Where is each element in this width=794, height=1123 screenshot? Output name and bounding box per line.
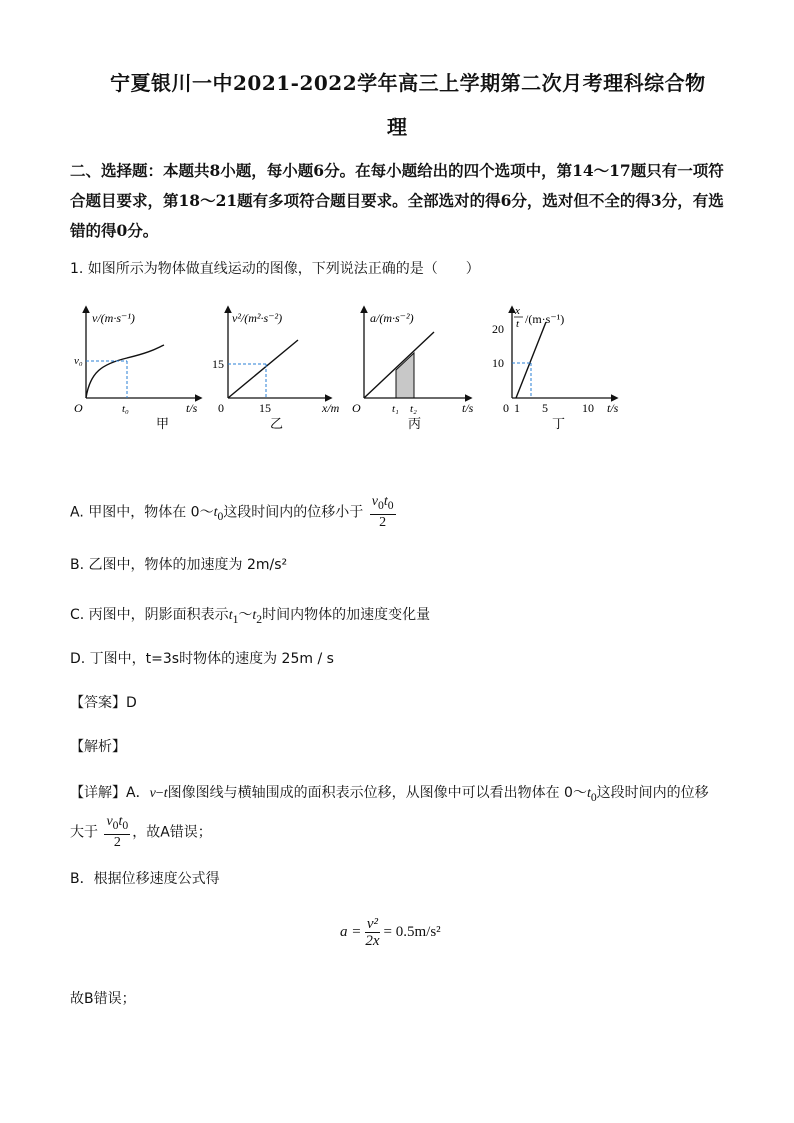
tick-x0: 0 <box>503 401 509 415</box>
detail-b-line1: B．根据位移速度公式得 <box>70 871 220 887</box>
line <box>516 322 546 398</box>
tick-x: 15 <box>259 401 271 415</box>
detail-a-line1: 【详解】A．v−t图像图线与横轴围成的面积表示位移，从图像中可以看出物体在 $0\sim t_0$这段时间内的位移 <box>70 785 709 804</box>
xlabel: x/m <box>322 401 340 415</box>
graph-jia <box>72 300 212 436</box>
graph-yi <box>212 300 352 436</box>
option-b: B. 乙图中，物体的加速度为 2m/s² <box>70 557 288 573</box>
xlabel: t/s <box>462 401 474 415</box>
option-a: A. 甲图中，物体在 $0\sim t_0$这段时间内的位移小于 $\frac{v_0t_0}{2}$ <box>70 494 394 530</box>
tick-y1: 20 <box>492 322 504 336</box>
tick-x2: 5 <box>542 401 548 415</box>
ylabel-num: x <box>515 305 520 317</box>
tick-x: t₀ <box>122 403 129 415</box>
origin: 0 <box>218 401 224 415</box>
page-title-continued: 理 <box>387 115 407 139</box>
question-stem: 1. 如图所示为物体做直线运动的图像，下列说法正确的是（ ） <box>70 261 480 277</box>
detail-b-line2: 故B错误； <box>70 991 136 1007</box>
ylabel: v/(m·s⁻¹) <box>92 311 135 325</box>
ylabel: a/(m·s⁻²) <box>370 311 414 325</box>
tick-x3: 10 <box>582 401 594 415</box>
tick-y: v₀ <box>74 355 83 367</box>
tick-x2: t₂ <box>410 403 417 415</box>
caption: 丙 <box>408 416 422 431</box>
caption: 乙 <box>270 416 284 431</box>
curve <box>86 345 164 398</box>
analysis-label: 【解析】 <box>70 739 126 755</box>
option-c: C. 丙图中，阴影面积表示$t_1\sim t_2$时间内物体的加速度变化量 <box>70 607 431 626</box>
graph-bing <box>352 300 492 436</box>
page-title: 宁夏银川一中2021-2022学年高三上学期第二次月考理科综合物 <box>110 71 706 95</box>
xlabel: t/s <box>607 401 619 415</box>
origin: O <box>352 401 361 415</box>
answer: 【答案】D <box>70 695 137 711</box>
formula: a = $\frac{\text{v²}}{2x}$ = 0.5m/s² <box>340 916 441 949</box>
ylabel-den: t <box>516 318 520 330</box>
tick-y2: 10 <box>492 356 504 370</box>
caption: 甲 <box>156 416 170 431</box>
caption: 丁 <box>552 416 566 431</box>
tick-x1: t₁ <box>392 403 399 415</box>
tick-x1: 1 <box>514 401 520 415</box>
option-d: D. 丁图中，t=3s时物体的速度为 25m / s <box>70 651 334 667</box>
line <box>228 340 298 398</box>
section-heading: 二、选择题：本题共8小题，每小题6分。在每小题给出的四个选项中，第14～17题只有一项符合题目要求，第18～21题有多项符合题目要求。全部选对的得6分，选对但不全的得3分，有选错的得0分。 <box>70 161 724 240</box>
graph-ding <box>488 300 633 436</box>
detail-a-line2: 大于 $\frac{v_0t_0}{2}$ ，故A错误； <box>70 814 212 850</box>
xlabel: t/s <box>186 401 198 415</box>
origin: O <box>74 401 83 415</box>
ylabel-unit: /(m·s⁻¹) <box>525 312 565 326</box>
ylabel: v²/(m²·s⁻²) <box>232 311 283 325</box>
tick-y: 15 <box>212 357 224 371</box>
